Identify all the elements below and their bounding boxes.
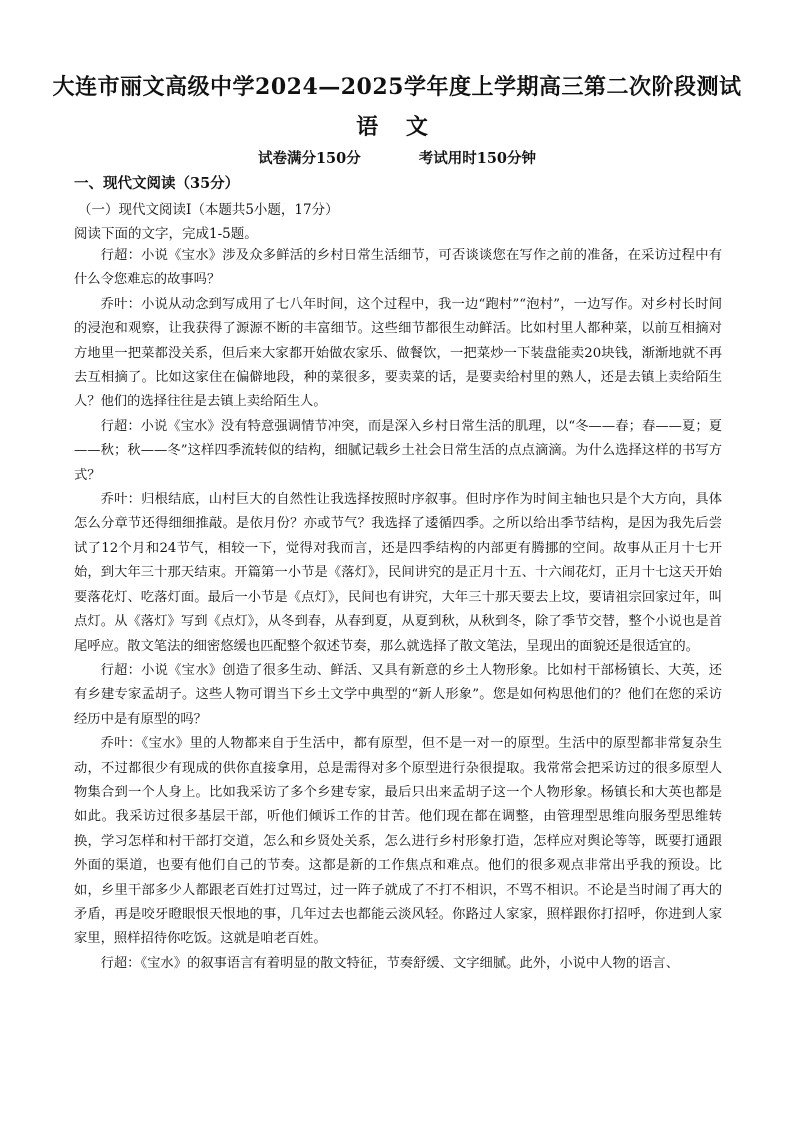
full-score: 试卷满分150分 <box>257 150 361 167</box>
subject-title: 语 文 <box>356 114 438 140</box>
paragraph: 乔叶：归根结底，山村巨大的自然性让我选择按照时序叙事。但时序作为时间主轴也只是个大方向，具体怎么分章节还得细细推敲。是依月份？亦或节气？我选择了逶循四季。之所以给出季节结构，是因为我先后尝试了12个月和24节气，相较一下，觉得对我而言，还是四季结构的内部更有腾挪的空间。故事从正月十七开始，到大年三十那天结束。开篇第一小节是《落灯》，民间讲究的是正月十五、十六闹花灯，正月十七这天开始要落花灯、吃落灯面。最后一小节是《点灯》，民间也有讲究，大年三十那天要去上坟，要请祖宗回家过年，叫点灯。从《落灯》写到《点灯》，从冬到春，从春到夏，从夏到秋，从秋到冬，除了季节交替，整个小说也是首尾呼应。散文笔法的细密悠缓也匹配整个叙述节奏，那么就选择了散文笔法，呈现出的面貌还是很适宜的。 <box>74 492 722 654</box>
interview-text <box>74 244 722 976</box>
paragraph: 乔叶：《宝水》里的人物都来自于生活中，都有原型，但不是一对一的原型。生活中的原型都非常复杂生动，不过都很少有现成的供你直接拿用，总是需得对多个原型进行杂很提取。我常常会把采访过的很多原型人物集合到一个人身上。比如我采访了多个乡建专家，最后只出来孟胡子这一个人物形象。杨镇长和大英也都是如此。我采访过很多基层干部，听他们倾诉工作的甘苦。他们现在都在调整，由管理型思维向服务型思维转换，学习怎样和村干部打交道，怎么和乡贤处关系，怎么进行乡村形象打造，怎样应对舆论等等，既要打通跟外面的渠道，也要有他们自己的节奏。这都是新的工作焦点和难点。他们的很多观点非常出乎我的预设。比如，乡里干部多少人都跟老百姓打过骂过，过一阵子就成了不打不相识，不骂不相识。不论是当时闹了再大的矛盾，再是咬牙瞪眼恨天恨地的事，几年过去也都能云淡风轻。你路过人家家，照样跟你打招呼，你进到人家家里，照样招待你吃饭。这就是咱老百姓。 <box>74 736 722 947</box>
exam-title: 大连市丽文高级中学2024—2025学年度上学期高三第二次阶段测试 <box>52 74 742 100</box>
time-limit: 考试用时150分钟 <box>418 150 537 167</box>
section-heading: 一、现代文阅读（35分） <box>74 175 240 192</box>
paragraph: 行超：小说《宝水》涉及众多鲜活的乡村日常生活细节，可否谈谈您在写作之前的准备，在采访过程中有什么令您难忘的故事吗？ <box>74 248 722 288</box>
paragraph: 乔叶：小说从动念到写成用了七八年时间，这个过程中，我一边“跑村”“泡村”，一边写作。对乡村长时间的浸泡和观察，让我获得了源源不断的丰富细节。这些细节都很生动鲜活。比如村里人都种菜，以前互相摘对方地里一把菜都没关系，但后来大家都开始做农家乐、做餐饮，一把菜炒一下装盘能卖20块钱，渐渐地就不再去互相摘了。比如这家住在偏僻地段，种的菜很多，要卖菜的话，是要卖给村里的熟人，还是去镇上卖给陌生人？他们的选择往往是去镇上卖给陌生人。 <box>74 296 722 410</box>
exam-meta <box>0 147 794 168</box>
paragraph: 行超：《宝水》的叙事语言有着明显的散文特征，节奏舒缓、文字细腻。此外，小说中人物的语言、 <box>100 955 680 971</box>
subsection-heading: （一）现代文阅读Ⅰ（本题共5小题，17分） <box>78 202 339 218</box>
paragraph: 行超：小说《宝水》没有特意强调情节冲突，而是深入乡村日常生活的肌理，以“冬——春；春——夏；夏——秋；秋——冬”这样四季流转似的结构，细腻记载乡土社会日常生活的点点滴滴。为什么选择这样的书写方式？ <box>74 418 722 483</box>
paragraph: 行超：小说《宝水》创造了很多生动、鲜活、又具有新意的乡土人物形象。比如村干部杨镇长、大英，还有乡建专家孟胡子。这些人物可谓当下乡土文学中典型的“新人形象”。您是如何构思他们的？他们在您的采访经历中是有原型的吗？ <box>74 662 722 727</box>
reading-instruction: 阅读下面的文字，完成1-5题。 <box>74 226 258 242</box>
